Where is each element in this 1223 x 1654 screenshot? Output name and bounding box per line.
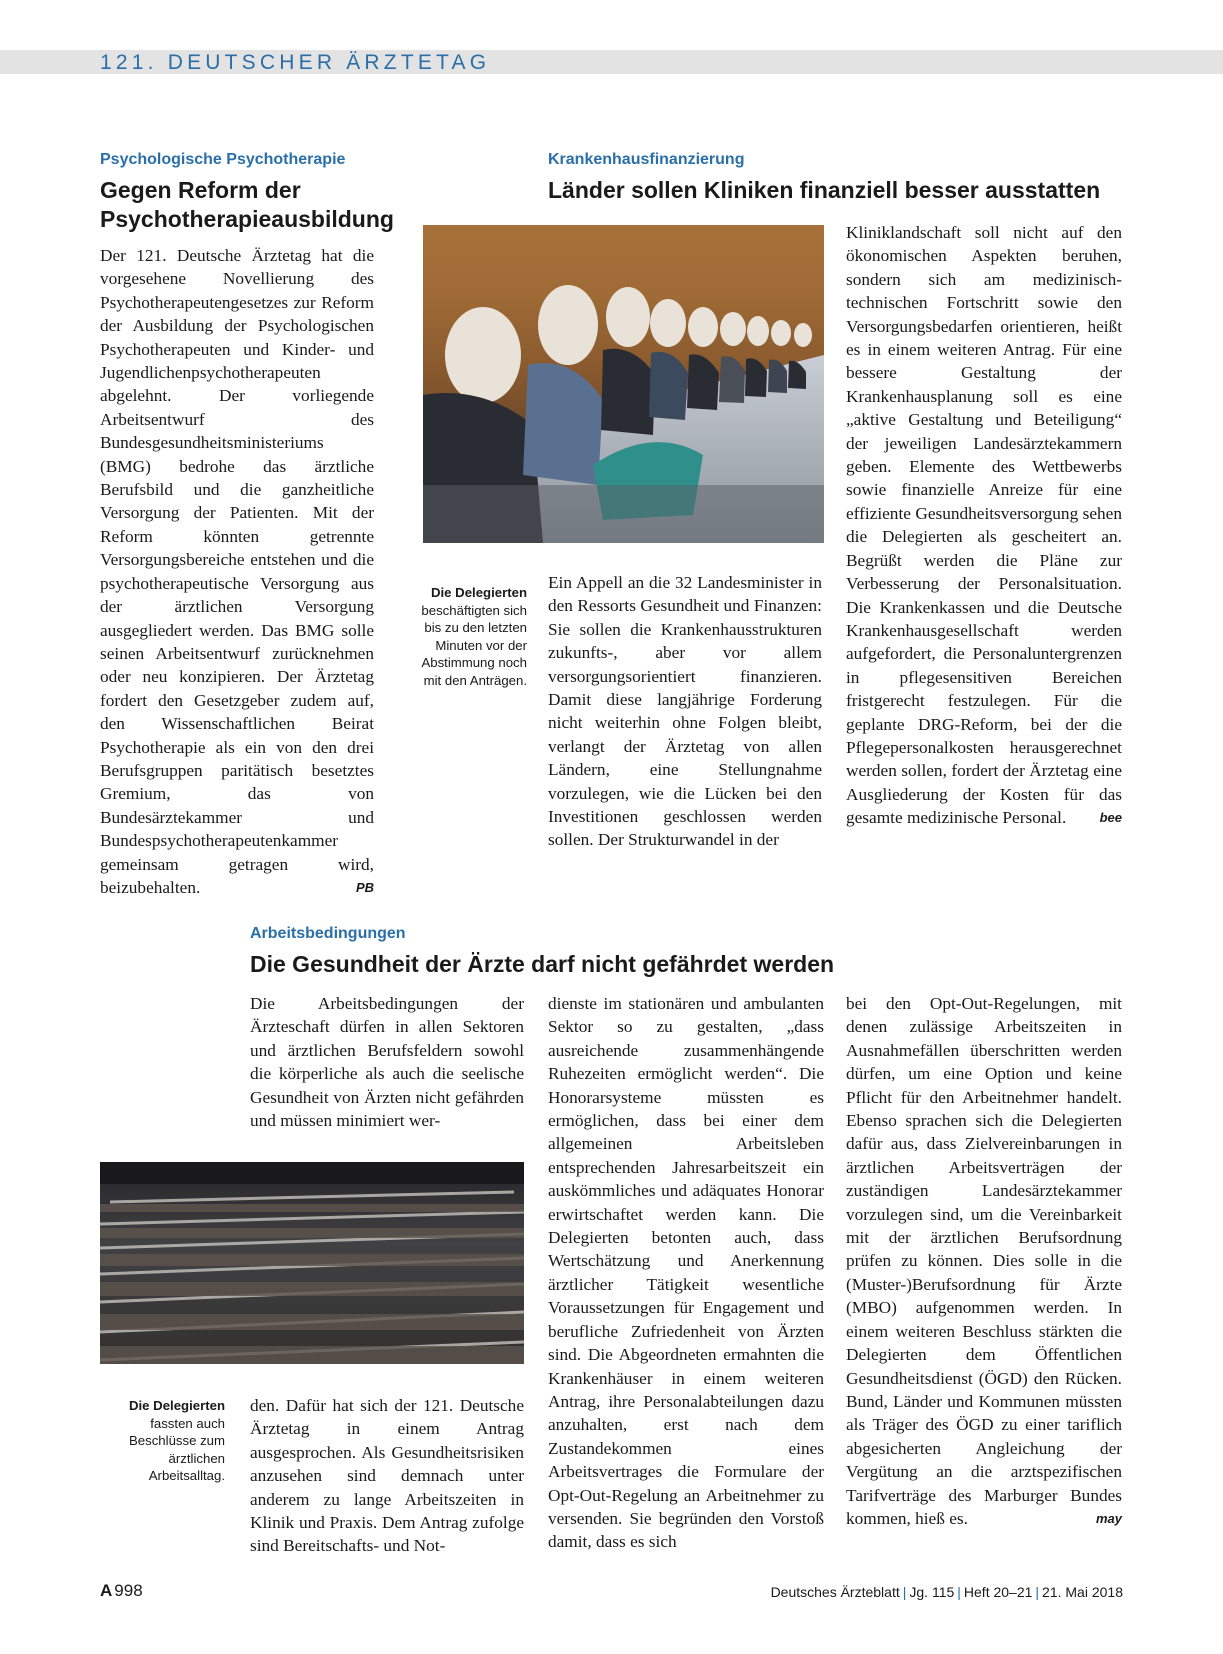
article2-caption — [405, 584, 527, 690]
article3-caption-bold: Die Delegierten — [128, 1398, 225, 1413]
footer-divider: | — [902, 1584, 907, 1600]
footer-issue: Heft 20–21 — [963, 1584, 1033, 1600]
footer-publication-info — [771, 1584, 1123, 1600]
article3-body-column-3 — [846, 992, 1122, 1530]
article1-headline: Gegen Reform der Psychotherapieausbildung — [100, 177, 394, 232]
article2-caption-bold: Die Delegierten — [430, 585, 527, 600]
article3-caption — [100, 1397, 225, 1485]
page-number — [100, 1581, 143, 1601]
article3-caption-text: fassten auch Beschlüsse zum ärztlichen Arbeitsalltag. — [128, 1415, 225, 1484]
footer-divider: | — [1035, 1584, 1040, 1600]
article2-body-1: Ein Appell an die 32 Landesminister in den Ressorts Gesundheit und Finanzen: Sie sollen die Krankenhausstrukturen zukunfts-, aber vor allem versorgungsorientiert finanzieren. Damit diese langjährige Forderung nicht weiterhin ohne Folgen bleibt, verlangt der Ärztetag von allen Ländern, eine Stellungnahme vorzulegen, wie die Lücken bei den Investitionen geschlossen werden sollen. Der Strukturwandel in der — [548, 573, 822, 850]
footer-divider: | — [957, 1584, 961, 1600]
article1-body — [100, 244, 374, 899]
article2-headline: Länder sollen Kliniken finanziell besser ausstatten — [548, 177, 1101, 203]
article2-signature: bee — [1099, 810, 1122, 826]
article2-body-2-text: Kliniklandschaft soll nicht auf den ökonomischen Aspekten beruhen, sondern sich am medizinisch-technischen Fortschritt sowie den Versorgungsbedarfen orientieren, heißt es in einem weiteren Antrag. Für eine bessere Gestaltung der Krankenhausplanung soll es eine „aktive Gestaltung und Beteiligung“ der jeweiligen Landesärztekammern geben. Elemente des Wettbewerbs sowie finanzielle Anreize für eine effiziente Gesundheitsversorgung sehen die Delegierten als gescheitert an. Begrüßt werden die Pläne zur Verbesserung der Personalsituation. Die Krankenkassen und die Deutsche Krankenhausgesellschaft werden aufgefordert, die Personaluntergrenzen in pflegesensitiven Bereichen fristgerecht festzulegen. Für die geplante DRG-Reform, bei der die Pflegepersonalkosten herausgerechnet werden sollen, fordert der Ärztetag eine Ausgliederung der Kosten für das gesamte medizinische Personal. — [846, 223, 1122, 828]
article2-caption-text: beschäftigten sich bis zu den letzten Minuten vor der Abstimmung noch mit den Anträgen. — [421, 602, 527, 688]
page-prefix: A — [100, 1581, 113, 1600]
delegates-closeup-image — [423, 225, 824, 543]
article1-signature: PB — [355, 879, 374, 895]
article2-body-column-2 — [846, 221, 1122, 830]
footer-volume: Jg. 115 — [909, 1584, 955, 1600]
article3-body-1-top: Die Arbeitsbedingungen der Ärzteschaft dürfen in allen Sektoren und ärztlichen Berufsfeldern sowohl die körperliche als auch die seelische Gesundheit von Ärzten nicht gefährden und müssen minimiert wer- — [250, 994, 524, 1131]
article3-body-column-1-bottom — [250, 1394, 524, 1558]
article3-body-1-bottom: den. Dafür hat sich der 121. Deutsche Ärztetag in einem Antrag ausgesprochen. Als Gesundheitsrisiken anzusehen sind demnach unter anderem zu lange Arbeitszeiten in Klinik und Praxis. Dem Antrag zufolge sind Bereitschafts- und Not- — [250, 1396, 524, 1556]
assembly-hall-image — [100, 1162, 524, 1364]
article3-kicker: Arbeitsbedingungen — [250, 925, 406, 942]
article1-body-column — [100, 244, 374, 899]
article3-body-column-1-top — [250, 992, 524, 1132]
article1-kicker: Psychologische Psychotherapie — [100, 151, 346, 168]
page-number-value: 998 — [114, 1581, 143, 1600]
article2-body-2 — [846, 221, 1122, 830]
assembly-hall-photo — [100, 1162, 524, 1364]
article3-headline: Die Gesundheit der Ärzte darf nicht gefährdet werden — [250, 951, 835, 977]
footer-date: 21. Mai 2018 — [1042, 1584, 1123, 1600]
article3-body-3 — [846, 992, 1122, 1530]
article2-kicker: Krankenhausfinanzierung — [548, 151, 745, 168]
delegates-closeup-photo — [423, 225, 824, 543]
article3-body-3-text: bei den Opt-Out-Regelungen, mit denen zulässige Arbeitszeiten in Ausnahmefällen überschritten werden dürfen, um eine Option und keine Pflicht für den Arbeitnehmer handelt. Ebenso sprachen sich die Delegierten dafür aus, dass Zielvereinbarungen in ärztlichen Arbeitsverträgen der zuständigen Landesärztekammer vorzulegen sind, um die Vereinbarkeit mit der ärztlichen Berufsordnung prüfen zu können. Dies solle in die (Muster-)Berufsordnung für Ärzte (MBO) aufgenommen werden. In einem weiteren Beschluss stärkten die Delegierten dem Öffentlichen Gesundheitsdienst (ÖGD) den Rücken. Bund, Länder und Kommunen müssten als Träger des ÖGD zu einer tariflich abgesicherten Angleichung der Vergütung an die arztspezifischen Tarifverträge des Marburger Bundes kommen, hieß es. — [846, 994, 1122, 1528]
article1-body-text: Der 121. Deutsche Ärztetag hat die vorgesehene Novellierung des Psychotherapeutengesetzes zur Reform der Ausbildung der Psychologischen Psychotherapeuten und Kinder- und Jugendlichenpsychotherapeuten abgelehnt. Der vorliegende Arbeitsentwurf des Bundesgesundheitsministeriums (BMG) bedrohe das ärztliche Berufsbild und die ganzheitliche Versorgung der Patienten. Mit der Reform könnten getrennte Versorgungsbereiche entstehen und die psychotherapeutische Versorgung aus der ärztlichen Versorgung ausgegliedert werden. Das BMG solle seinen Arbeitsentwurf zurücknehmen oder neu konzipieren. Der Ärztetag fordert den Gesetzgeber zudem auf, den Wissenschaftlichen Beirat Psychotherapie als ein von den drei Berufsgruppen paritätisch besetztes Gremium, das von Bundesärztekammer und Bundespsychotherapeutenkammer gemeinsam getragen wird, beizubehalten. — [100, 246, 374, 897]
article3-body-2: dienste im stationären und ambulanten Sektor so zu gestalten, „dass ausreichende zusammenhängende Ruhezeiten ermöglicht werden“. Die Honorarsysteme müssten es ermöglichen, dass bei einer dem allgemeinen Arbeitsleben entsprechenden Jahresarbeitszeit ein auskömmliches und adäquates Honorar erwirtschaftet werden kann. Die Delegierten betonten auch, dass Wertschätzung und Anerkennung ärztlicher Tätigkeit wesentliche Voraussetzungen für Engagement und berufliche Zufriedenheit von Ärzten sind. Die Abgeordneten ermahnten die Krankenhäuser in einem weiteren Antrag, ihre Personalabteilungen dazu anzuhalten, erst nach dem Zustandekommen eines Arbeitsvertrages die Formulare der Opt-Out-Regelung an Arbeitnehmer zu versenden. Sie begründen den Vorstoß damit, dass es sich — [548, 994, 824, 1552]
running-title: 121. DEUTSCHER ÄRZTETAG — [100, 51, 491, 74]
article2-body-column-1 — [548, 571, 822, 852]
article3-signature: may — [1095, 1510, 1122, 1526]
footer-publication: Deutsches Ärzteblatt — [770, 1584, 900, 1600]
article3-body-column-2 — [548, 992, 824, 1554]
